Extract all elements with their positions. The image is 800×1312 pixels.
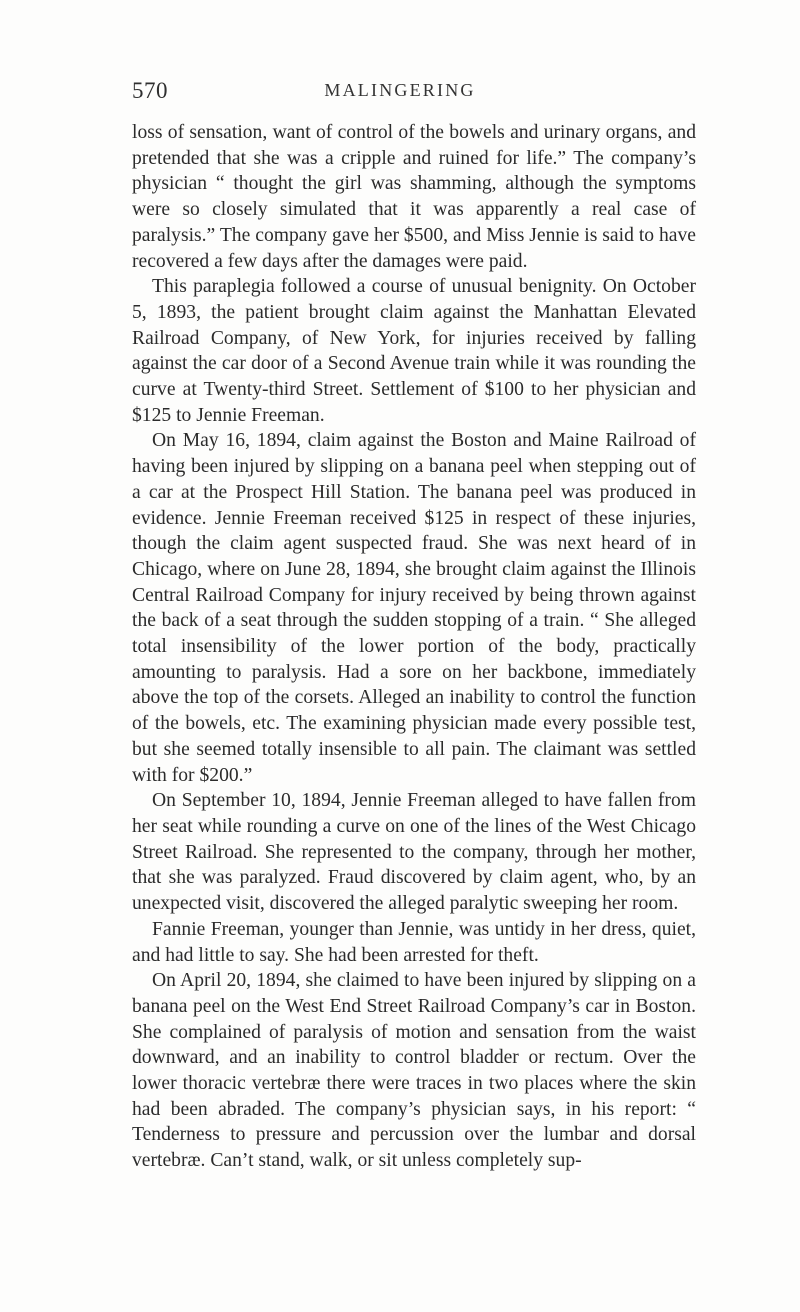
page-header [0, 78, 800, 110]
paragraph: On April 20, 1894, she claimed to have been injured by slipping on a banana peel on the West End Street Railroad Company’s car in Boston. She complained of paralysis of motion and sensation from the waist downward, and an inability to control bladder or rectum. Over the lower thoracic vertebræ there were traces in two places where the skin had been abraded. The company’s physician says, in his report: “ Tenderness to pressure and percussion over the lumbar and dorsal vertebræ. Can’t stand, walk, or sit unless completely sup- [132, 970, 696, 1172]
paragraph: This paraplegia followed a course of unusual benignity. On October 5, 1893, the patient brought claim against the Manhattan Elevated Railroad Company, of New York, for injuries received by falling against the car door of a Second Avenue train while it was rounding the curve at Twenty-third Street. Settlement of $100 to her physician and $125 to Jennie Freeman. [132, 276, 696, 426]
paragraph: On May 16, 1894, claim against the Boston and Maine Railroad of having been injured by slipping on a banana peel when stepping out of a car at the Prospect Hill Station. The banana peel was produced in evidence. Jennie Freeman received $125 in respect of these injuries, though the claim agent suspected fraud. She was next heard of in Chicago, where on June 28, 1894, she brought claim against the Illinois Central Railroad Company for injury received by being thrown against the back of a seat through the sudden stopping of a train. “ She alleged total insensibility of the lower portion of the body, practically amounting to paralysis. Had a sore on her backbone, immediately above the top of the corsets. Alleged an inability to control the function of the bowels, etc. The examining physician made every possible test, but she seemed totally insensible to all pain. The claimant was settled with for $200.” [132, 430, 696, 786]
paragraph: Fannie Freeman, younger than Jennie, was untidy in her dress, quiet, and had little to say. She had been arrested for theft. [132, 918, 696, 966]
paragraph: On September 10, 1894, Jennie Freeman alleged to have fallen from her seat while rounding a curve on one of the lines of the West Chicago Street Railroad. She represented to the company, through her mother, that she was paralyzed. Fraud discovered by claim agent, who, by an unexpected visit, discovered the alleged paralytic sweeping her room. [132, 790, 696, 915]
page-number: 570 [132, 78, 168, 103]
running-head: MALINGERING [324, 80, 476, 100]
body-text [132, 120, 696, 1174]
paragraph: loss of sensation, want of control of the bowels and urinary organs, and pretended that she was a cripple and ruined for life.” The company’s physician “ thought the girl was shamming, although the symptoms were so closely simulated that it was apparently a real case of paralysis.” The company gave her $500, and Miss Jennie is said to have recovered a few days after the damages were paid. [132, 122, 696, 272]
